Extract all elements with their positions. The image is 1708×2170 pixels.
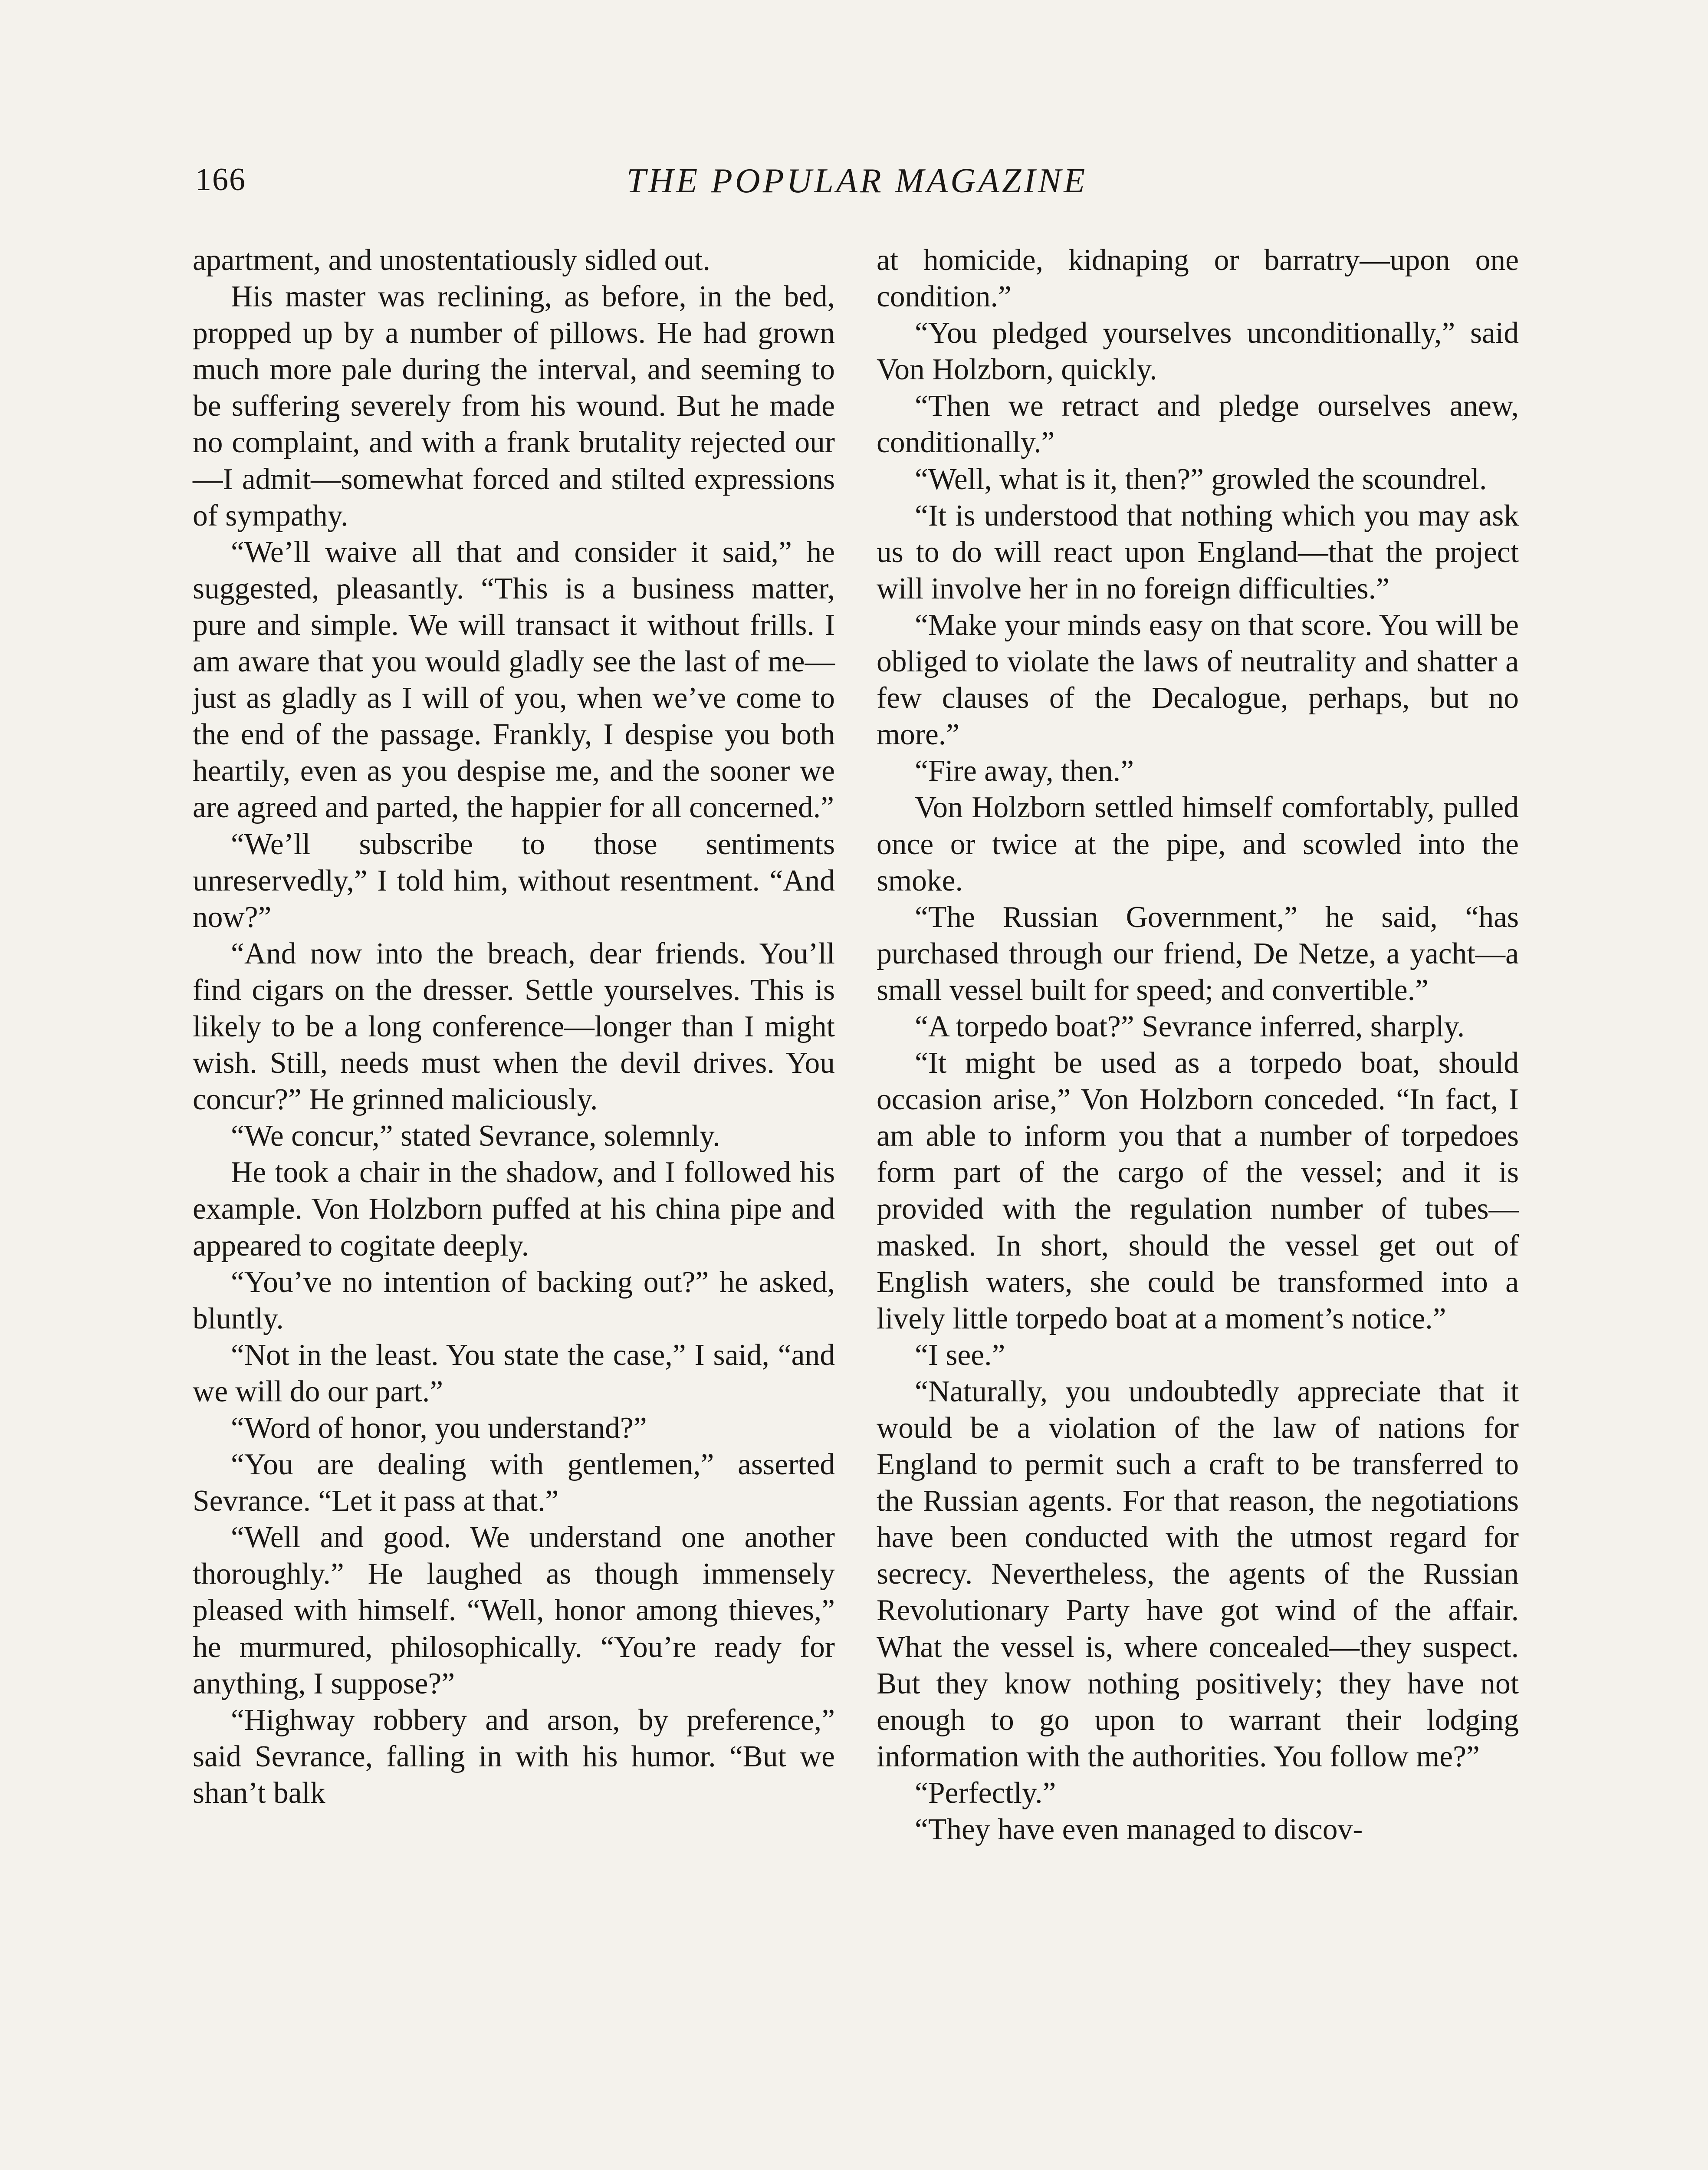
paragraph: “Perfectly.” xyxy=(915,1776,1056,1810)
paragraph: “Highway robbery and arson, by preference,” said Sevrance, falling in with his humor. “But we shan’t balk xyxy=(193,1703,835,1810)
paragraph: “You pledged yourselves unconditionally,” said Von Holzborn, quickly. xyxy=(877,316,1519,387)
page-number: 166 xyxy=(195,162,246,197)
paragraph: Von Holzborn settled himself comfortably, pulled once or twice at the pipe, and scowled into the smoke. xyxy=(877,791,1519,898)
paragraph: “Fire away, then.” xyxy=(915,754,1134,788)
paragraph: “Naturally, you undoubtedly appreciate that it would be a violation of the law of nations for England to permit such a craft to be transferred to the Russian agents. For that reason, the negotiations have been conducted with the utmost regard for secrecy. Nevertheless, the agents of the Russian Revolutionary Party have got wind of the affair. What the vessel is, where concealed—they suspect. But they know nothing positively; they have not enough to go upon to warrant their lodging information with the authorities. You follow me?” xyxy=(877,1374,1519,1773)
paragraph: “It might be used as a torpedo boat, should occasion arise,” Von Holzborn conceded. “In fact, I am able to inform you that a number of torpedoes form part of the cargo of the vessel; and it is provided with the regulation number of tubes—masked. In short, should the vessel get out of English waters, she could be transformed into a lively little torpedo boat at a moment’s notice.” xyxy=(877,1046,1519,1335)
paragraph: “You’ve no intention of backing out?” he asked, bluntly. xyxy=(193,1265,835,1335)
paragraph: “We’ll waive all that and consider it said,” he suggested, pleasantly. “This is a business matter, pure and simple. We will transact it without frills. I am aware that you would gladly see the last of me—just as gladly as I will of you, when we’ve come to the end of the passage. Frankly, I despise you both heartily, even as you despise me, and the sooner we are agreed and parted, the happier for all concerned.” xyxy=(193,535,835,825)
paragraph: “Word of honor, you understand?” xyxy=(231,1411,647,1445)
paragraph: “You are dealing with gentlemen,” asserted Sevrance. “Let it pass at that.” xyxy=(193,1448,835,1518)
paragraph: “Not in the least. You state the case,” I said, “and we will do our part.” xyxy=(193,1338,835,1408)
running-head xyxy=(195,161,1519,214)
paragraph: “Well and good. We understand one another thoroughly.” He laughed as though immensely pleased with himself. “Well, honor among thieves,” he murmured, philosophically. “You’re ready for anything, I suppose?” xyxy=(193,1521,835,1700)
paragraph: “Well, what is it, then?” growled the scoundrel. xyxy=(915,462,1487,496)
paragraph: apartment, and unostentatiously sidled out. xyxy=(193,243,710,277)
paragraph: “A torpedo boat?” Sevrance inferred, sharply. xyxy=(915,1009,1465,1043)
paragraph: “Then we retract and pledge ourselves anew, conditionally.” xyxy=(877,389,1519,460)
left-column xyxy=(193,242,835,1812)
right-column xyxy=(877,242,1519,1848)
paragraph: “The Russian Government,” he said, “has purchased through our friend, De Netze, a yacht—a small vessel built for speed; and convertible.” xyxy=(877,900,1519,1007)
paragraph: His master was reclining, as before, in the bed, propped up by a number of pillows. He had grown much more pale during the interval, and seeming to be suffering severely from his wound. But he made no complaint, and with a frank brutality rejected our—I admit—somewhat forced and stilted expressions of sympathy. xyxy=(193,280,835,533)
running-title: THE POPULAR MAGAZINE xyxy=(626,162,1088,200)
paragraph: He took a chair in the shadow, and I followed his example. Von Holzborn puffed at his china pipe and appeared to cogitate deeply. xyxy=(193,1156,835,1263)
paragraph: “We’ll subscribe to those sentiments unreservedly,” I told him, without resentment. “And now?” xyxy=(193,827,835,934)
paragraph: “Make your minds easy on that score. You will be obliged to violate the laws of neutrality and shatter a few clauses of the Decalogue, perhaps, but no more.” xyxy=(877,608,1519,752)
paragraph: “I see.” xyxy=(915,1338,1005,1372)
paragraph: “It is understood that nothing which you may ask us to do will react upon England—that the project will involve her in no foreign difficulties.” xyxy=(877,499,1519,605)
paragraph: “They have even managed to discov- xyxy=(915,1813,1363,1847)
paragraph: “We concur,” stated Sevrance, solemnly. xyxy=(231,1119,720,1153)
paragraph: “And now into the breach, dear friends. You’ll find cigars on the dresser. Settle yourselves. This is likely to be a long conference—longer than I might wish. Still, needs must when the devil drives. You concur?” He grinned maliciously. xyxy=(193,937,835,1117)
paragraph: at homicide, kidnaping or barratry—upon one condition.” xyxy=(877,243,1519,314)
